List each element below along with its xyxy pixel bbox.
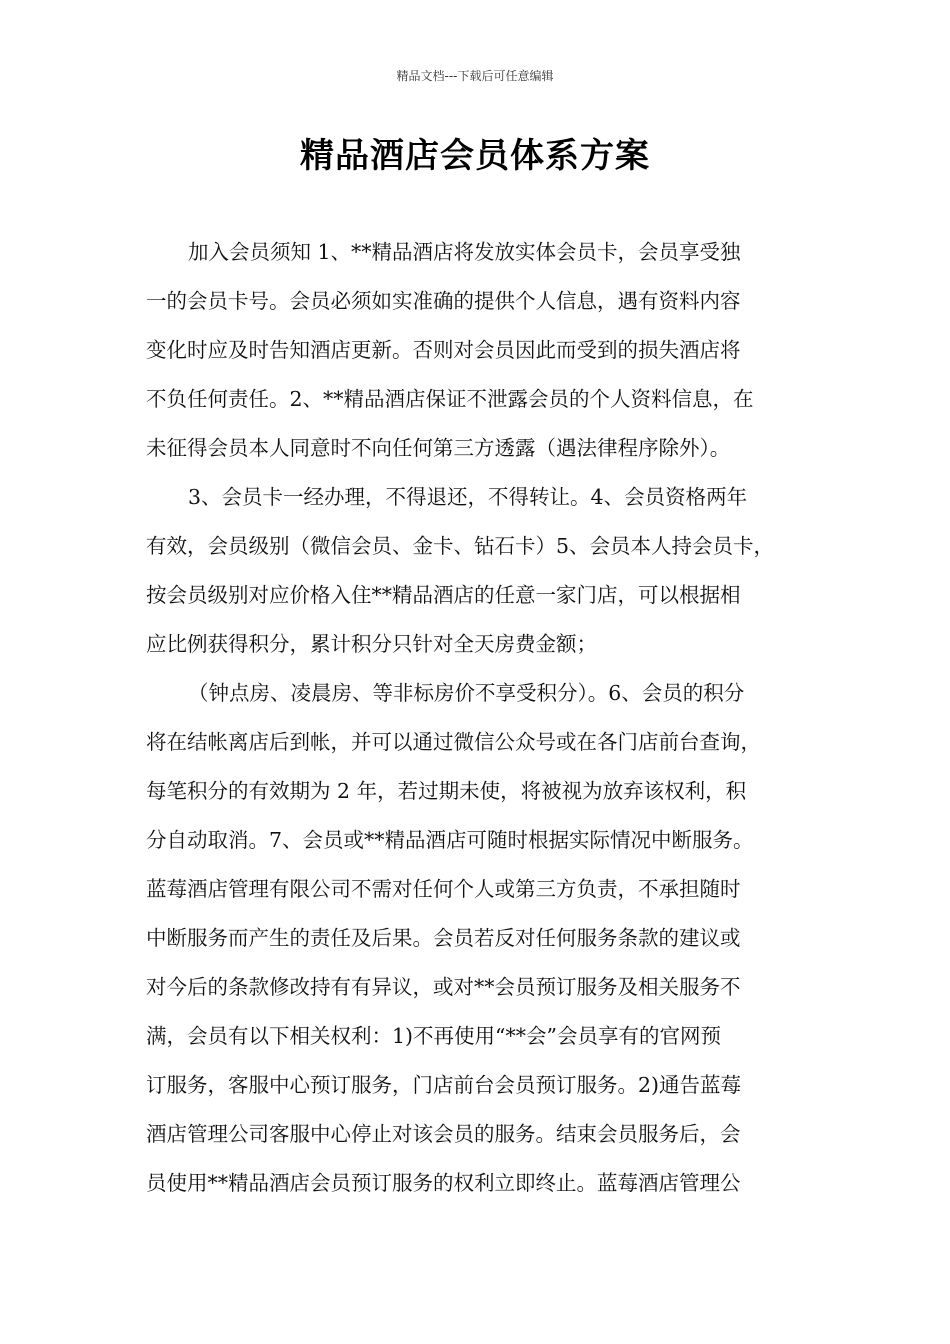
body-line: 未征得会员本人同意时不向任何第三方透露（遇法律程序除外）。: [146, 436, 731, 460]
document-body: [146, 232, 812, 1212]
body-line: （钟点房、凌晨房、等非标房价不享受积分）。6、会员的积分: [188, 681, 745, 705]
body-line: 员使用**精品酒店会员预订服务的权利立即终止。蓝莓酒店管理公: [146, 1171, 741, 1195]
body-line: 按会员级别对应价格入住**精品酒店的任意一家门店，可以根据相: [146, 583, 741, 607]
body-line: 订服务，客服中心预订服务，门店前台会员预订服务。2)通告蓝莓: [146, 1073, 742, 1097]
body-line: 中断服务而产生的责任及后果。会员若反对任何服务条款的建议或: [146, 926, 741, 950]
body-line: 有效，会员级别（微信会员、金卡、钻石卡）5、会员本人持会员卡，: [146, 534, 775, 558]
document-title: 精品酒店会员体系方案: [300, 136, 650, 176]
body-line: 酒店管理公司客服中心停止对该会员的服务。结束会员服务后，会: [146, 1122, 741, 1146]
body-line: 加入会员须知 1、**精品酒店将发放实体会员卡，会员享受独: [188, 240, 741, 264]
body-line: 蓝莓酒店管理有限公司不需对任何个人或第三方负责，不承担随时: [146, 877, 741, 901]
body-line: 将在结帐离店后到帐，并可以通过微信公众号或在各门店前台查询，: [146, 730, 761, 754]
body-line: 应比例获得积分，累计积分只针对全天房费金额；: [146, 632, 597, 656]
body-line: 一的会员卡号。会员必须如实准确的提供个人信息，遇有资料内容: [146, 289, 741, 313]
body-line: 3、会员卡一经办理，不得退还，不得转让。4、会员资格两年: [188, 485, 748, 509]
body-line: 不负任何责任。2、**精品酒店保证不泄露会员的个人资料信息，在: [146, 387, 754, 411]
body-line: 每笔积分的有效期为 2 年，若过期未使，将被视为放弃该权利，积: [146, 779, 747, 803]
body-line: 对今后的条款修改持有有异议，或对**会员预订服务及相关服务不: [146, 975, 741, 999]
header-note: 精品文档---下载后可任意编辑: [396, 69, 554, 83]
body-line: 满，会员有以下相关权利：1)不再使用“**会”会员享有的官网预: [146, 1024, 721, 1048]
body-line: 变化时应及时告知酒店更新。否则对会员因此而受到的损失酒店将: [146, 338, 741, 362]
body-line: 分自动取消。7、会员或**精品酒店可随时根据实际情况中断服务。: [146, 828, 754, 852]
